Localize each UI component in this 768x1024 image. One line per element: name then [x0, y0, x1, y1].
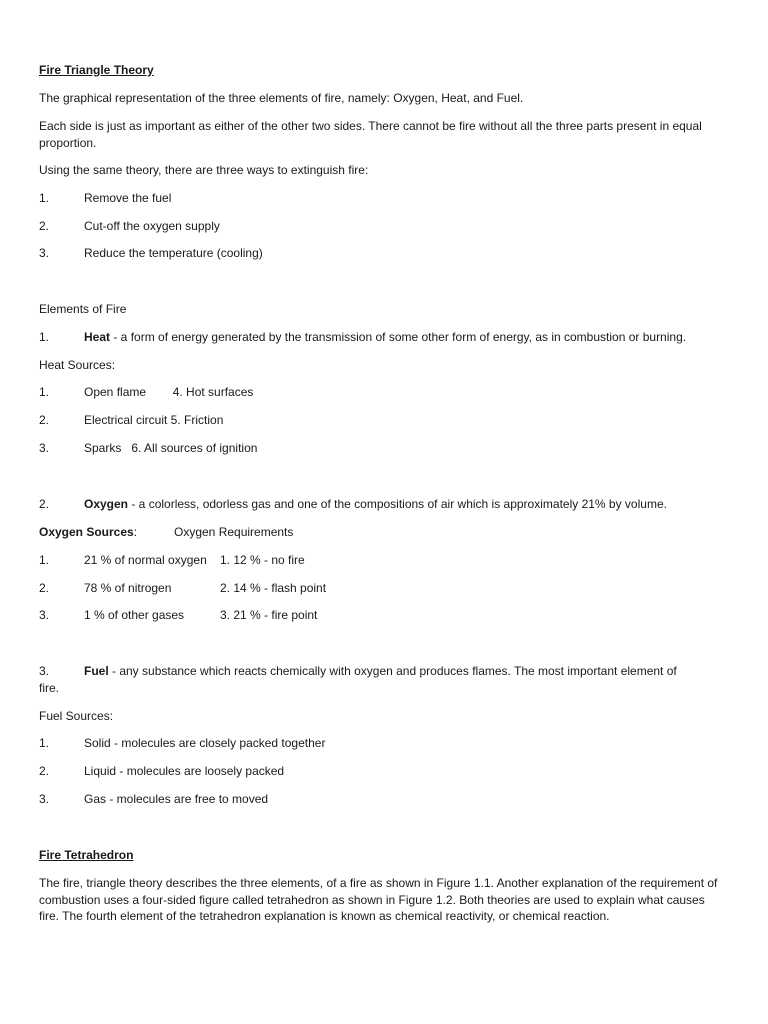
list-text: Solid - molecules are closely packed together [84, 736, 326, 750]
section-title-elements: Elements of Fire [39, 302, 127, 316]
element-definition [84, 663, 677, 679]
paragraph: Using the same theory, there are three ways to extinguish fire: [39, 163, 369, 177]
list-number: 3. [39, 246, 50, 260]
oxygen-source: 1 % of other gases [84, 608, 185, 622]
oxygen-source: 21 % of normal oxygen [84, 553, 207, 567]
oxygen-requirements-label: Oxygen Requirements [174, 525, 294, 539]
element-label: Fuel [84, 664, 109, 678]
oxygen-source: 78 % of nitrogen [84, 581, 172, 595]
list-number: 3. [39, 441, 50, 455]
list-text: Remove the fuel [84, 191, 172, 205]
element-label: Heat [84, 330, 111, 344]
paragraph: The graphical representation of the three elements of fire, namely: Oxygen, Heat, and Fuel. [39, 91, 524, 105]
oxygen-requirement: 2. 14 % - flash point [220, 581, 327, 595]
heat-sources-label: Heat Sources: [39, 358, 116, 372]
oxygen-sources-label: Oxygen Sources: [39, 525, 138, 539]
element-definition [84, 329, 686, 345]
list-number: 2. [39, 497, 50, 511]
element-label: Oxygen [84, 497, 129, 511]
list-number: 3. [39, 664, 50, 678]
list-number: 1. [39, 736, 50, 750]
list-text: Liquid - molecules are loosely packed [84, 764, 285, 778]
paragraph: The fire, triangle theory describes the three elements, of a fire as shown in Figure 1.1. Another explanation of the requirement of combustion uses a four-sided figure called tetrahedron as shown in Figure 1.2. Both theories are used to explain what causes fire. The fourth element of the tetrahedron explanation is known as chemical reactivity, or chemical reaction. [39, 876, 718, 923]
element-description: - a form of energy generated by the transmission of some other form of energy, as in combustion or burning. [110, 330, 687, 344]
element-description: - a colorless, odorless gas and one of the compositions of air which is approximately 21% by volume. [128, 497, 667, 511]
oxygen-requirement: 3. 21 % - fire point [220, 608, 318, 622]
list-number: 2. [39, 413, 50, 427]
list-number: 2. [39, 581, 50, 595]
section-heading-fire-tetrahedron: Fire Tetrahedron [39, 848, 134, 862]
element-definition [84, 496, 667, 512]
list-number: 3. [39, 608, 50, 622]
oxygen-sources-header [39, 524, 294, 540]
list-number: 1. [39, 553, 50, 567]
list-number: 3. [39, 792, 50, 806]
list-text: Cut-off the oxygen supply [84, 219, 220, 233]
list-number: 2. [39, 219, 50, 233]
section-heading-fire-triangle: Fire Triangle Theory [39, 63, 154, 77]
element-description: - any substance which reacts chemically with oxygen and produces flames. The most important element of [108, 664, 677, 678]
list-number: 1. [39, 330, 50, 344]
list-text: Sparks 6. All sources of ignition [84, 441, 258, 455]
paragraph: Each side is just as important as either of the other two sides. There cannot be fire without all the three parts present in equal proportion. [39, 119, 702, 150]
fuel-sources-label: Fuel Sources: [39, 709, 114, 723]
list-number: 1. [39, 385, 50, 399]
element-description-continued: fire. [39, 681, 60, 695]
list-text: Gas - molecules are free to moved [84, 792, 269, 806]
list-text: Reduce the temperature (cooling) [84, 246, 263, 260]
list-text: Open flame 4. Hot surfaces [84, 385, 254, 399]
list-number: 1. [39, 191, 50, 205]
list-number: 2. [39, 764, 50, 778]
list-text: Electrical circuit 5. Friction [84, 413, 224, 427]
oxygen-requirement: 1. 12 % - no fire [220, 553, 305, 567]
